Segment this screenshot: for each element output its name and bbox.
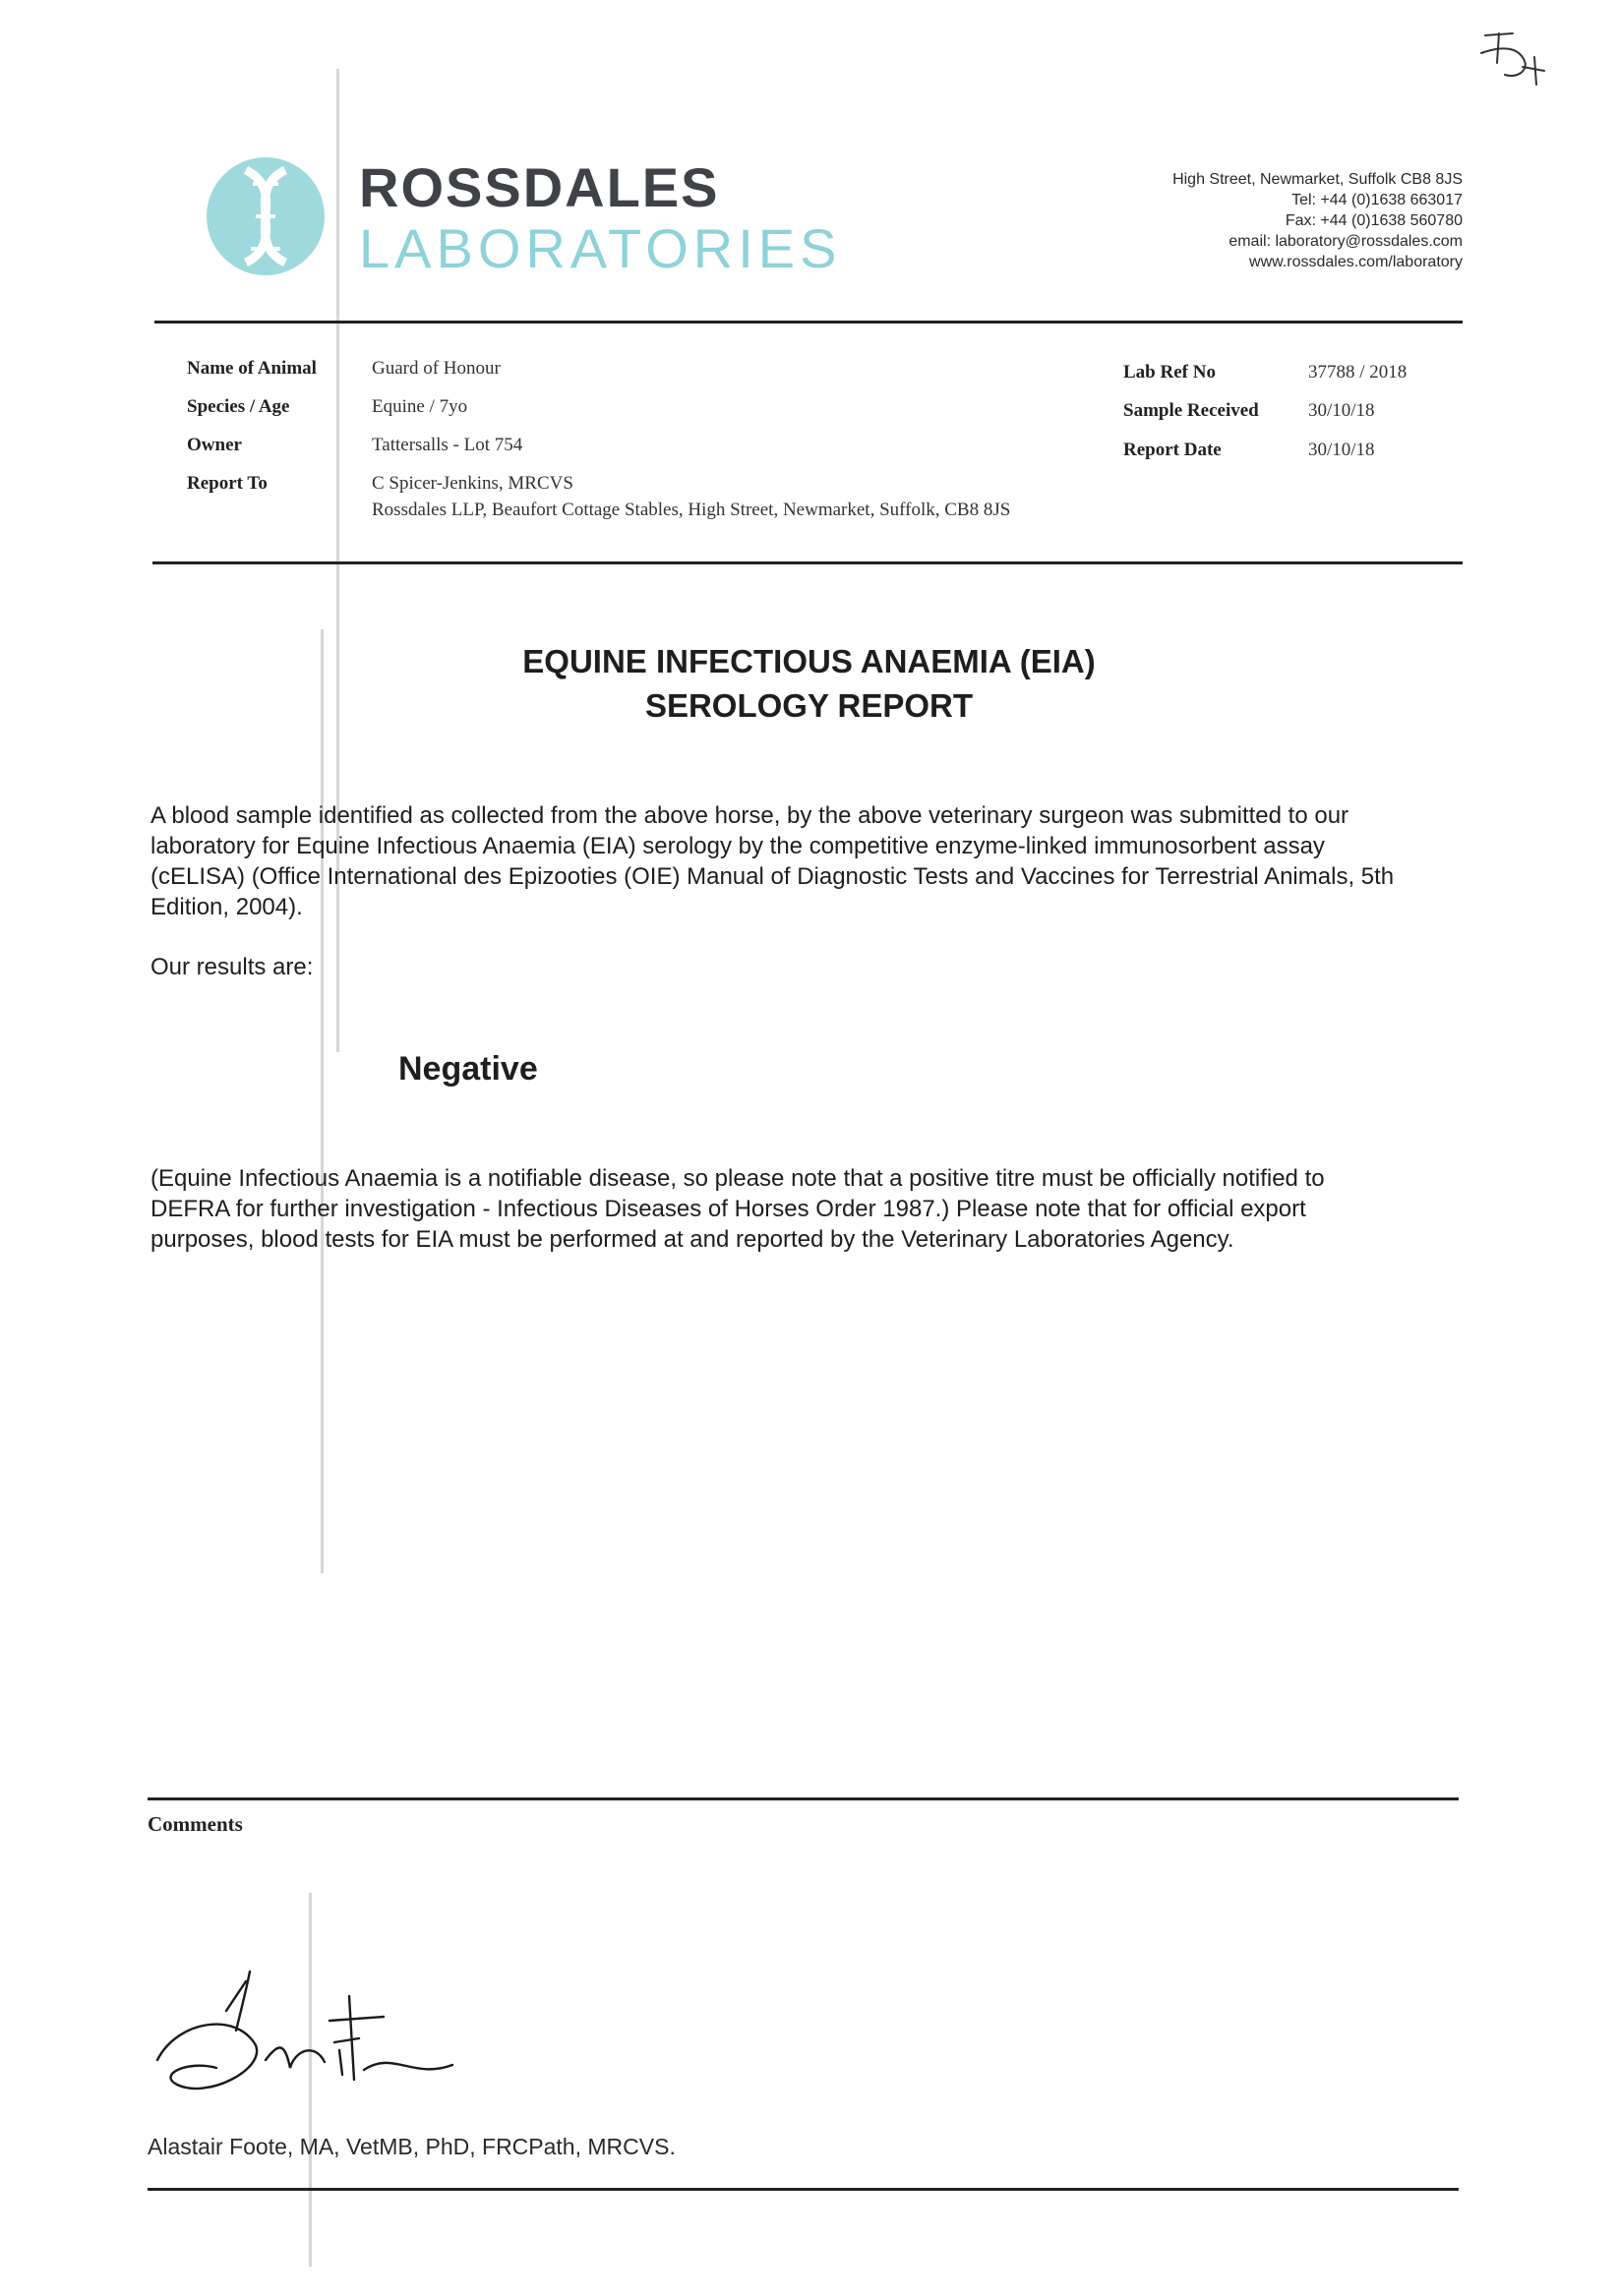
fax: Fax: +44 (0)1638 560780 (1285, 212, 1463, 229)
website: www.rossdales.com/laboratory (1249, 254, 1463, 270)
telephone: Tel: +44 (0)1638 663017 (1291, 192, 1463, 208)
footer-divider (148, 2188, 1459, 2191)
label-species-age: Species / Age (187, 396, 290, 417)
value-owner: Tattersalls - Lot 754 (372, 435, 523, 455)
info-divider (152, 561, 1463, 564)
label-report-date: Report Date (1123, 440, 1222, 460)
intro-paragraph (150, 800, 1459, 922)
handwritten-annotation (1473, 28, 1550, 98)
value-lab-ref-no: 37788 / 2018 (1308, 362, 1408, 383)
note-line: DEFRA for further investigation - Infectious Diseases of Horses Order 1987.) Please note that for official export (150, 1196, 1306, 1222)
label-lab-ref-no: Lab Ref No (1123, 362, 1216, 383)
comments-divider (148, 1797, 1459, 1800)
intro-line: laboratory for Equine Infectious Anaemia (EIA) serology by the competitive enzyme-linked immunosorbent assay (150, 833, 1325, 859)
brand-name: ROSSDALES (359, 156, 720, 218)
value-species-age: Equine / 7yo (372, 396, 468, 417)
intro-line: Edition, 2004). (150, 894, 303, 920)
contact-block (1172, 169, 1463, 272)
label-report-to: Report To (187, 473, 268, 494)
note-line: purposes, blood tests for EIA must be performed at and reported by the Veterinary Laboratories Agency. (150, 1226, 1234, 1253)
dna-helix-logo-icon (202, 152, 330, 280)
value-report-date: 30/10/18 (1308, 440, 1375, 460)
value-report-to-address: Rossdales LLP, Beaufort Cottage Stables, High Street, Newmarket, Suffolk, CB8 8JS (372, 500, 1011, 520)
brand-subtitle: LABORATORIES (359, 217, 842, 279)
value-sample-received: 30/10/18 (1308, 400, 1375, 421)
note-line: (Equine Infectious Anaemia is a notifiable disease, so please note that a positive titre must be officially notified to (150, 1165, 1325, 1192)
value-report-to: C Spicer-Jenkins, MRCVS (372, 473, 573, 494)
signature (148, 1952, 492, 2119)
results-intro: Our results are: (150, 954, 314, 980)
report-title: EQUINE INFECTIOUS ANAEMIA (EIA) (522, 643, 1096, 679)
label-sample-received: Sample Received (1123, 400, 1259, 421)
email: email: laboratory@rossdales.com (1228, 233, 1463, 250)
intro-line: A blood sample identified as collected from the above horse, by the above veterinary surgeon was submitted to our (150, 802, 1349, 829)
result-value: Negative (398, 1050, 538, 1088)
signer-name: Alastair Foote, MA, VetMB, PhD, FRCPath, MRCVS. (148, 2134, 676, 2159)
intro-line: (cELISA) (Office International des Epizooties (OIE) Manual of Diagnostic Tests and Vaccines for Terrestrial Animals, 5th (150, 863, 1395, 890)
value-name-of-animal: Guard of Honour (372, 358, 501, 379)
scan-artifact-line (321, 629, 324, 1573)
comments-label: Comments (148, 1812, 243, 1836)
header-divider (154, 321, 1463, 324)
label-name-of-animal: Name of Animal (187, 358, 317, 379)
note-paragraph (150, 1163, 1459, 1255)
report-subtitle: SEROLOGY REPORT (644, 687, 974, 724)
address: High Street, Newmarket, Suffolk CB8 8JS (1172, 171, 1463, 188)
label-owner: Owner (187, 435, 242, 455)
